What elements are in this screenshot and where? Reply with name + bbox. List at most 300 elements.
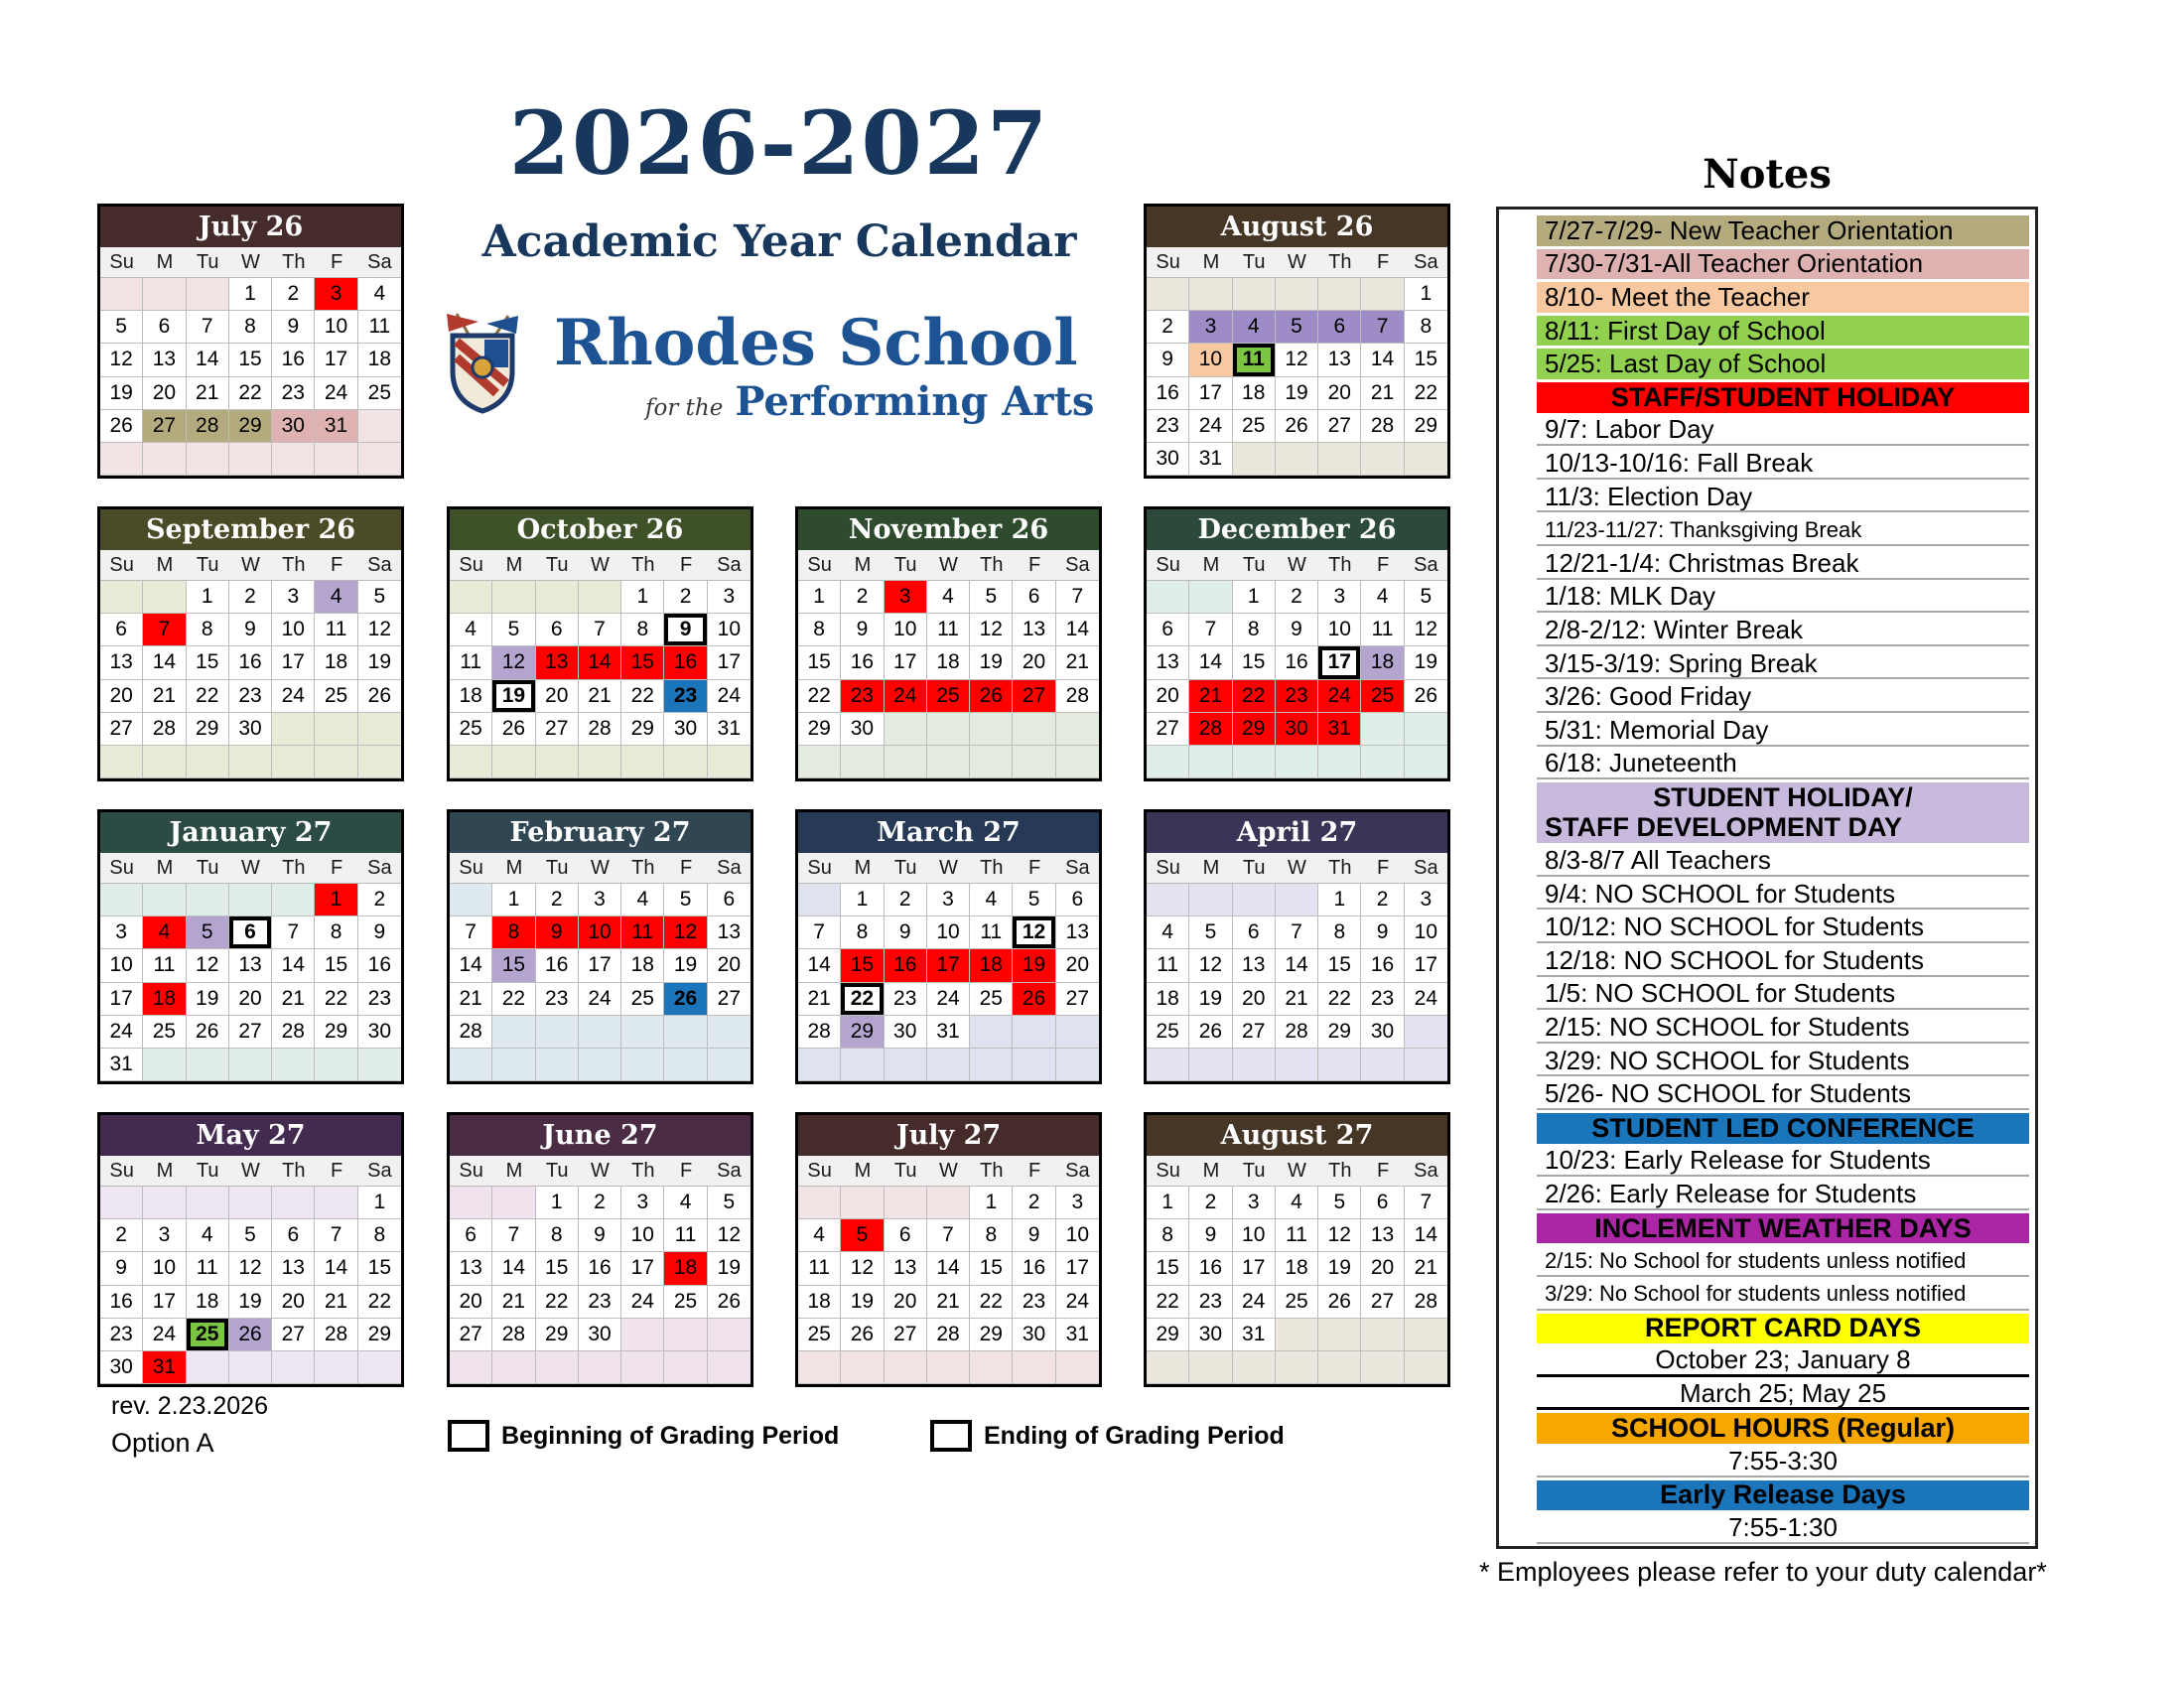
day-cell: 26 — [229, 1319, 272, 1351]
day-cell: 1 — [1233, 581, 1276, 614]
day-cell: 16 — [1189, 1252, 1232, 1285]
day-cell: 27 — [708, 983, 751, 1016]
month-february-27 — [447, 809, 753, 1084]
empty-cell — [927, 746, 970, 778]
empty-cell — [1056, 1351, 1099, 1384]
empty-cell — [1361, 713, 1404, 746]
day-cell: 11 — [187, 1252, 229, 1285]
month-title: January 27 — [100, 812, 401, 853]
empty-cell — [1276, 1351, 1318, 1384]
day-cell: 25 — [970, 983, 1013, 1016]
day-cell: 17 — [272, 646, 315, 679]
day-cell: 31 — [315, 410, 357, 443]
day-cell: 16 — [536, 949, 579, 982]
empty-cell — [1405, 746, 1447, 778]
day-cell: 11 — [970, 916, 1013, 949]
day-names-row — [1147, 550, 1447, 581]
empty-cell — [1189, 1049, 1232, 1081]
day-cell: 6 — [450, 1219, 492, 1252]
day-cell: 3 — [1189, 311, 1232, 344]
day-cell: 21 — [450, 983, 492, 1016]
week-row — [1147, 377, 1447, 410]
empty-cell — [1056, 746, 1099, 778]
day-cell: 14 — [798, 949, 841, 982]
day-cell: 27 — [100, 713, 143, 746]
day-cell: 11 — [798, 1252, 841, 1285]
empty-cell — [272, 1187, 315, 1219]
day-cell: 9 — [1013, 1219, 1055, 1252]
day-name: Su — [109, 1159, 134, 1182]
day-cell: 2 — [229, 581, 272, 614]
day-cell: 21 — [187, 377, 229, 410]
notes-title: Notes — [1703, 151, 1832, 198]
day-cell: 25 — [1147, 1016, 1189, 1049]
note-row: 5/25: Last Day of School — [1537, 349, 2029, 379]
day-cell: 1 — [970, 1187, 1013, 1219]
day-cell: 10 — [621, 1219, 664, 1252]
day-cell: 18 — [1361, 646, 1404, 679]
day-cell: 8 — [187, 614, 229, 646]
month-title: August 26 — [1147, 207, 1447, 247]
day-cell: 2 — [1276, 581, 1318, 614]
week-row — [1147, 713, 1447, 746]
day-cell: 20 — [536, 680, 579, 713]
empty-cell — [1276, 884, 1318, 916]
week-row — [1147, 983, 1447, 1016]
week-row — [1147, 614, 1447, 646]
empty-cell — [579, 1049, 621, 1081]
day-name: F — [1376, 856, 1390, 879]
day-cell: 25 — [315, 680, 357, 713]
day-name: Tu — [893, 856, 917, 879]
empty-cell — [1233, 746, 1276, 778]
empty-cell — [1233, 443, 1276, 476]
legend-label: Beginning of Grading Period — [501, 1421, 840, 1450]
day-cell: 14 — [1361, 344, 1404, 376]
day-cell: 26 — [358, 680, 401, 713]
day-cell: 28 — [927, 1319, 970, 1351]
day-cell: 12 — [1318, 1219, 1361, 1252]
day-cell: 22 — [841, 983, 884, 1016]
empty-cell — [927, 713, 970, 746]
day-cell: 7 — [1189, 614, 1232, 646]
day-cell: 9 — [664, 614, 707, 646]
day-cell: 2 — [100, 1219, 143, 1252]
empty-cell — [798, 1351, 841, 1384]
day-cell: 12 — [1276, 344, 1318, 376]
day-cell: 20 — [708, 949, 751, 982]
empty-cell — [708, 1016, 751, 1049]
empty-cell — [841, 1049, 884, 1081]
day-cell: 19 — [229, 1286, 272, 1319]
day-cell: 20 — [272, 1286, 315, 1319]
day-cell: 19 — [492, 680, 535, 713]
month-november-26 — [795, 506, 1102, 781]
month-may-27 — [97, 1112, 404, 1387]
empty-cell — [492, 1351, 535, 1384]
empty-cell — [1361, 1351, 1404, 1384]
day-cell: 29 — [970, 1319, 1013, 1351]
day-cell: 3 — [621, 1187, 664, 1219]
day-cell: 11 — [1233, 344, 1276, 376]
day-cell: 18 — [1276, 1252, 1318, 1285]
day-cell: 24 — [272, 680, 315, 713]
option-text: Option A — [111, 1428, 214, 1458]
day-cell: 31 — [1318, 713, 1361, 746]
day-cell: 2 — [885, 884, 927, 916]
note-row: 3/15-3/19: Spring Break — [1537, 649, 2029, 680]
week-row — [100, 713, 401, 746]
day-cell: 11 — [927, 614, 970, 646]
day-cell: 5 — [841, 1219, 884, 1252]
day-cell: 30 — [1361, 1016, 1404, 1049]
day-cell: 20 — [1147, 680, 1189, 713]
day-cell: 12 — [229, 1252, 272, 1285]
day-cell: 7 — [1276, 916, 1318, 949]
day-cell: 6 — [1056, 884, 1099, 916]
day-names-row — [450, 1156, 751, 1187]
day-cell: 18 — [621, 949, 664, 982]
day-names-row — [100, 550, 401, 581]
empty-cell — [1013, 1351, 1055, 1384]
week-row — [100, 1219, 401, 1252]
empty-cell — [1233, 884, 1276, 916]
day-cell: 5 — [492, 614, 535, 646]
week-row — [1147, 278, 1447, 311]
day-name: Th — [282, 856, 306, 879]
week-row — [100, 1049, 401, 1081]
day-cell: 26 — [1189, 1016, 1232, 1049]
empty-cell — [970, 1016, 1013, 1049]
day-cell: 23 — [664, 680, 707, 713]
day-cell: 30 — [1189, 1319, 1232, 1351]
week-row — [450, 680, 751, 713]
day-cell: 16 — [579, 1252, 621, 1285]
note-row: 9/4: NO SCHOOL for Students — [1537, 880, 2029, 911]
day-cell: 24 — [927, 983, 970, 1016]
day-name: Th — [980, 1159, 1004, 1182]
day-cell: 4 — [927, 581, 970, 614]
week-row — [450, 1286, 751, 1319]
day-name: Th — [282, 553, 306, 576]
month-july-27 — [795, 1112, 1102, 1387]
empty-cell — [1405, 713, 1447, 746]
day-cell: 30 — [1276, 713, 1318, 746]
day-cell: 7 — [315, 1219, 357, 1252]
day-cell: 19 — [100, 377, 143, 410]
empty-cell — [143, 581, 186, 614]
empty-cell — [187, 884, 229, 916]
day-name: Sa — [1065, 553, 1090, 576]
day-cell: 9 — [1361, 916, 1404, 949]
day-name: Su — [807, 553, 832, 576]
note-row: STUDENT LED CONFERENCE — [1537, 1113, 2029, 1144]
week-row — [450, 1319, 751, 1351]
month-title: July 27 — [798, 1115, 1099, 1156]
day-cell: 15 — [621, 646, 664, 679]
day-cell: 29 — [358, 1319, 401, 1351]
day-cell: 7 — [272, 916, 315, 949]
day-cell: 6 — [708, 884, 751, 916]
day-name: Tu — [893, 553, 917, 576]
day-cell: 26 — [664, 983, 707, 1016]
empty-cell — [1147, 884, 1189, 916]
empty-cell — [708, 746, 751, 778]
week-row — [450, 746, 751, 778]
day-cell: 19 — [187, 983, 229, 1016]
week-row — [100, 1252, 401, 1285]
day-cell: 8 — [970, 1219, 1013, 1252]
day-names-row — [100, 853, 401, 884]
day-cell: 30 — [272, 410, 315, 443]
month-june-27 — [447, 1112, 753, 1387]
day-cell: 5 — [100, 311, 143, 344]
day-cell: 9 — [1147, 344, 1189, 376]
day-cell: 7 — [187, 311, 229, 344]
day-cell: 10 — [1189, 344, 1232, 376]
empty-cell — [358, 746, 401, 778]
day-cell: 22 — [187, 680, 229, 713]
day-cell: 28 — [272, 1016, 315, 1049]
empty-cell — [1147, 1049, 1189, 1081]
empty-cell — [579, 581, 621, 614]
day-cell: 16 — [1361, 949, 1404, 982]
day-cell: 3 — [885, 581, 927, 614]
day-cell: 24 — [1233, 1286, 1276, 1319]
day-cell: 27 — [536, 713, 579, 746]
day-cell: 8 — [358, 1219, 401, 1252]
day-name: Sa — [367, 553, 392, 576]
day-cell: 12 — [187, 949, 229, 982]
day-cell: 20 — [450, 1286, 492, 1319]
empty-cell — [927, 1049, 970, 1081]
day-cell: 23 — [841, 680, 884, 713]
day-cell: 21 — [1361, 377, 1404, 410]
day-cell: 17 — [315, 344, 357, 376]
note-row: REPORT CARD DAYS — [1537, 1314, 2029, 1344]
day-cell: 17 — [143, 1286, 186, 1319]
week-row — [100, 614, 401, 646]
note-row: 2/26: Early Release for Students — [1537, 1180, 2029, 1210]
day-cell: 7 — [1405, 1187, 1447, 1219]
empty-cell — [450, 1187, 492, 1219]
day-cell: 20 — [1233, 983, 1276, 1016]
day-cell: 22 — [621, 680, 664, 713]
day-cell: 12 — [1405, 614, 1447, 646]
day-cell: 10 — [1405, 916, 1447, 949]
day-cell: 8 — [621, 614, 664, 646]
day-cell: 4 — [315, 581, 357, 614]
day-cell: 8 — [841, 916, 884, 949]
day-cell: 3 — [143, 1219, 186, 1252]
day-name: Th — [1328, 250, 1352, 273]
week-row — [798, 614, 1099, 646]
week-row — [798, 1219, 1099, 1252]
day-cell: 4 — [1147, 916, 1189, 949]
day-cell: 17 — [1233, 1252, 1276, 1285]
empty-cell — [1405, 1016, 1447, 1049]
day-cell: 18 — [970, 949, 1013, 982]
day-cell: 1 — [315, 884, 357, 916]
day-cell: 24 — [885, 680, 927, 713]
note-row: 6/18: Juneteenth — [1537, 750, 2029, 780]
day-cell: 6 — [229, 916, 272, 949]
week-row — [450, 614, 751, 646]
day-cell: 28 — [143, 713, 186, 746]
day-cell: 4 — [1233, 311, 1276, 344]
day-cell: 27 — [272, 1319, 315, 1351]
empty-cell — [143, 1187, 186, 1219]
day-cell: 1 — [187, 581, 229, 614]
month-title: November 26 — [798, 509, 1099, 550]
day-cell: 3 — [927, 884, 970, 916]
day-name: Th — [1328, 1159, 1352, 1182]
day-name: W — [1288, 553, 1306, 576]
note-row: 7/27-7/29- New Teacher Orientation — [1537, 215, 2029, 246]
empty-cell — [1189, 581, 1232, 614]
empty-cell — [621, 746, 664, 778]
empty-cell — [1147, 278, 1189, 311]
day-cell: 23 — [1361, 983, 1404, 1016]
day-cell: 31 — [100, 1049, 143, 1081]
day-cell: 27 — [450, 1319, 492, 1351]
empty-cell — [885, 746, 927, 778]
empty-cell — [1056, 1049, 1099, 1081]
note-row: 8/11: First Day of School — [1537, 316, 2029, 347]
empty-cell — [272, 1049, 315, 1081]
day-cell: 19 — [1189, 983, 1232, 1016]
day-cell: 5 — [708, 1187, 751, 1219]
day-cell: 19 — [664, 949, 707, 982]
empty-cell — [272, 884, 315, 916]
day-name: Th — [282, 250, 306, 273]
week-row — [798, 983, 1099, 1016]
empty-cell — [315, 443, 357, 476]
day-cell: 14 — [579, 646, 621, 679]
day-name: Su — [807, 856, 832, 879]
day-cell: 9 — [1189, 1219, 1232, 1252]
day-cell: 1 — [1147, 1187, 1189, 1219]
day-cell: 12 — [1189, 949, 1232, 982]
empty-cell — [1233, 1351, 1276, 1384]
day-cell: 4 — [798, 1219, 841, 1252]
day-name: M — [854, 553, 872, 576]
week-row — [1147, 581, 1447, 614]
day-cell: 18 — [358, 344, 401, 376]
empty-cell — [579, 1351, 621, 1384]
empty-cell — [1147, 581, 1189, 614]
week-row — [450, 1016, 751, 1049]
empty-cell — [536, 1016, 579, 1049]
week-row — [100, 581, 401, 614]
week-row — [1147, 1252, 1447, 1285]
day-cell: 20 — [100, 680, 143, 713]
day-cell: 7 — [492, 1219, 535, 1252]
day-cell: 28 — [1405, 1286, 1447, 1319]
week-row — [798, 581, 1099, 614]
day-cell: 19 — [1013, 949, 1055, 982]
day-cell: 9 — [841, 614, 884, 646]
week-row — [450, 1049, 751, 1081]
day-names-row — [798, 1156, 1099, 1187]
week-row — [100, 1351, 401, 1384]
note-row: 11/23-11/27: Thanksgiving Break — [1537, 515, 2029, 546]
day-cell: 22 — [1147, 1286, 1189, 1319]
month-title: September 26 — [100, 509, 401, 550]
day-cell: 11 — [621, 916, 664, 949]
day-cell: 15 — [315, 949, 357, 982]
day-cell: 18 — [1233, 377, 1276, 410]
day-name: Th — [980, 553, 1004, 576]
day-cell: 22 — [229, 377, 272, 410]
empty-cell — [536, 581, 579, 614]
day-cell: 13 — [272, 1252, 315, 1285]
empty-cell — [885, 1187, 927, 1219]
day-cell: 1 — [1405, 278, 1447, 311]
day-cell: 21 — [1405, 1252, 1447, 1285]
day-cell: 26 — [708, 1286, 751, 1319]
day-name: Su — [1156, 250, 1180, 273]
day-name: Sa — [1065, 856, 1090, 879]
day-cell: 21 — [1276, 983, 1318, 1016]
day-cell: 14 — [187, 344, 229, 376]
day-cell: 20 — [1013, 646, 1055, 679]
notes-panel — [1496, 207, 2038, 1549]
note-row: 7:55-3:30 — [1537, 1447, 2029, 1477]
empty-cell — [358, 1049, 401, 1081]
empty-cell — [187, 1049, 229, 1081]
legend-ending-grading-period — [930, 1420, 1285, 1452]
legend-label: Ending of Grading Period — [984, 1421, 1285, 1450]
empty-cell — [1147, 1351, 1189, 1384]
day-cell: 31 — [1056, 1319, 1099, 1351]
day-cell: 9 — [358, 916, 401, 949]
day-cell: 13 — [1013, 614, 1055, 646]
empty-cell — [1276, 1049, 1318, 1081]
week-row — [1147, 1351, 1447, 1384]
week-row — [798, 746, 1099, 778]
day-cell: 18 — [798, 1286, 841, 1319]
empty-cell — [315, 713, 357, 746]
day-name: W — [591, 1159, 610, 1182]
empty-cell — [450, 884, 492, 916]
day-cell: 4 — [1276, 1187, 1318, 1219]
day-cell: 5 — [358, 581, 401, 614]
day-cell: 6 — [1361, 1187, 1404, 1219]
week-row — [798, 949, 1099, 982]
empty-cell — [1405, 1319, 1447, 1351]
day-cell: 17 — [1189, 377, 1232, 410]
day-cell: 2 — [664, 581, 707, 614]
empty-cell — [1361, 443, 1404, 476]
empty-cell — [492, 581, 535, 614]
empty-cell — [315, 1187, 357, 1219]
week-row — [1147, 746, 1447, 778]
day-cell: 30 — [579, 1319, 621, 1351]
note-row: 7/30-7/31-All Teacher Orientation — [1537, 249, 2029, 280]
day-cell: 1 — [841, 884, 884, 916]
empty-cell — [187, 1351, 229, 1384]
day-cell: 13 — [1361, 1219, 1404, 1252]
empty-cell — [100, 278, 143, 311]
week-row — [100, 983, 401, 1016]
day-name: Tu — [1242, 1159, 1266, 1182]
day-name: F — [1027, 1159, 1041, 1182]
day-cell: 24 — [1189, 410, 1232, 443]
day-cell: 23 — [358, 983, 401, 1016]
day-name: Th — [282, 1159, 306, 1182]
day-name: M — [854, 856, 872, 879]
